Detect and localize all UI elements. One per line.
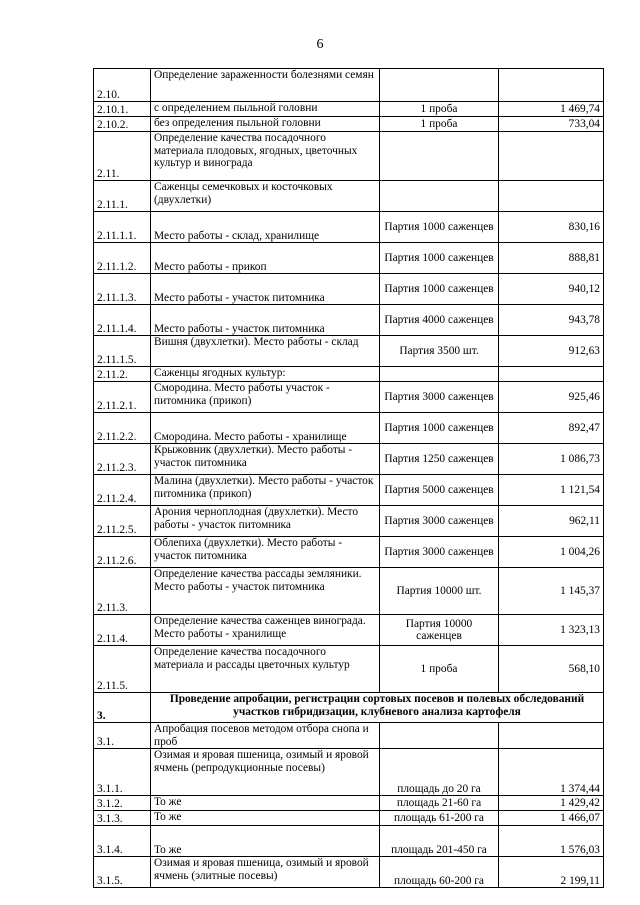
row-unit: Партия 1000 саженцев xyxy=(380,212,499,243)
row-code: 2.11.1.4. xyxy=(94,305,151,336)
row-price: 892,47 xyxy=(499,413,604,444)
row-name: То же xyxy=(151,796,380,811)
row-name: Место работы - склад, хранилище xyxy=(151,212,380,243)
table-row xyxy=(94,367,604,382)
row-unit: 1 проба xyxy=(380,646,499,693)
table-row xyxy=(94,444,604,475)
row-code: 2.10.2. xyxy=(94,117,151,132)
row-price: 1 086,73 xyxy=(499,444,604,475)
row-price: 943,78 xyxy=(499,305,604,336)
table-row xyxy=(94,181,604,212)
row-unit xyxy=(380,69,499,102)
row-unit: площадь 61-200 га xyxy=(380,811,499,826)
row-name: Малина (двухлетки). Место работы - участок питомника (прикоп) xyxy=(151,475,380,506)
row-price: 733,04 xyxy=(499,117,604,132)
row-unit xyxy=(380,367,499,382)
table-row xyxy=(94,615,604,646)
table-row xyxy=(94,646,604,693)
row-name: Место работы - участок питомника xyxy=(151,305,380,336)
row-unit: Партия 10000 шт. xyxy=(380,568,499,615)
row-name: Саженцы семечковых и косточковых (двухлетки) xyxy=(151,181,380,212)
row-price: 1 469,74 xyxy=(499,102,604,117)
row-unit xyxy=(380,132,499,181)
row-price: 962,11 xyxy=(499,506,604,537)
price-table-body xyxy=(94,69,604,888)
section-heading-row xyxy=(94,693,604,723)
row-code: 3.1. xyxy=(94,723,151,749)
row-unit: площадь 21-60 га xyxy=(380,796,499,811)
table-row xyxy=(94,117,604,132)
row-price: 888,81 xyxy=(499,243,604,274)
row-code: 2.11. xyxy=(94,132,151,181)
row-code: 2.11.2.5. xyxy=(94,506,151,537)
row-price: 1 576,03 xyxy=(499,826,604,857)
row-name: Определение качества посадочного материала плодовых, ягодных, цветочных культур и винограда xyxy=(151,132,380,181)
row-name: Определение зараженности болезнями семян xyxy=(151,69,380,102)
row-name: Место работы - прикоп xyxy=(151,243,380,274)
row-code: 3.1.2. xyxy=(94,796,151,811)
row-price xyxy=(499,723,604,749)
row-price xyxy=(499,69,604,102)
table-row xyxy=(94,274,604,305)
row-unit: площадь 201-450 га xyxy=(380,826,499,857)
row-name: без определения пыльной головни xyxy=(151,117,380,132)
row-price: 1 466,07 xyxy=(499,811,604,826)
row-code: 3.1.4. xyxy=(94,826,151,857)
row-name: Облепиха (двухлетки). Место работы - участок питомника xyxy=(151,537,380,568)
row-unit: Партия 3000 саженцев xyxy=(380,382,499,413)
row-price: 830,16 xyxy=(499,212,604,243)
table-row xyxy=(94,796,604,811)
row-unit: Партия 1000 саженцев xyxy=(380,413,499,444)
row-price: 568,10 xyxy=(499,646,604,693)
row-code: 2.11.1.1. xyxy=(94,212,151,243)
row-name: То же xyxy=(151,811,380,826)
row-code: 2.11.1.2. xyxy=(94,243,151,274)
row-code: 2.11.4. xyxy=(94,615,151,646)
row-code: 2.11.2.3. xyxy=(94,444,151,475)
row-unit: Партия 10000 саженцев xyxy=(380,615,499,646)
table-row xyxy=(94,382,604,413)
row-unit: площадь 60-200 га xyxy=(380,857,499,888)
row-price: 1 374,44 xyxy=(499,749,604,796)
row-name: То же xyxy=(151,826,380,857)
page-number: 6 xyxy=(316,37,324,52)
row-code: 2.10.1. xyxy=(94,102,151,117)
row-code: 2.11.1.3. xyxy=(94,274,151,305)
row-price: 2 199,11 xyxy=(499,857,604,888)
row-code: 2.11.3. xyxy=(94,568,151,615)
row-name: Место работы - участок питомника xyxy=(151,274,380,305)
price-table xyxy=(93,68,604,888)
row-unit: Партия 4000 саженцев xyxy=(380,305,499,336)
table-row xyxy=(94,413,604,444)
row-unit: Партия 1000 саженцев xyxy=(380,243,499,274)
row-unit: 1 проба xyxy=(380,117,499,132)
row-name: Смородина. Место работы - хранилище xyxy=(151,413,380,444)
section-code: 3. xyxy=(94,693,151,723)
table-row xyxy=(94,826,604,857)
row-unit: Партия 3000 саженцев xyxy=(380,537,499,568)
table-row xyxy=(94,506,604,537)
table-row xyxy=(94,336,604,367)
table-row xyxy=(94,749,604,796)
row-name: Определение качества посадочного материала и рассады цветочных культур xyxy=(151,646,380,693)
table-row xyxy=(94,243,604,274)
table-row xyxy=(94,102,604,117)
row-unit: Партия 1250 саженцев xyxy=(380,444,499,475)
row-price xyxy=(499,132,604,181)
row-price: 1 145,37 xyxy=(499,568,604,615)
row-name: Определение качества саженцев винограда. Место работы - хранилище xyxy=(151,615,380,646)
row-code: 2.11.2.1. xyxy=(94,382,151,413)
row-unit: Партия 1000 саженцев xyxy=(380,274,499,305)
table-row xyxy=(94,305,604,336)
row-name: Вишня (двухлетки). Место работы - склад xyxy=(151,336,380,367)
section-title: Проведение апробации, регистрации сортовых посевов и полевых обследований участков гибридизации, клубневого анализа картофеля xyxy=(151,693,604,723)
row-name: Апробация посевов методом отбора снопа и проб xyxy=(151,723,380,749)
row-unit xyxy=(380,181,499,212)
row-unit: Партия 5000 саженцев xyxy=(380,475,499,506)
row-price: 940,12 xyxy=(499,274,604,305)
row-name: Озимая и яровая пшеница, озимый и яровой ячмень (репродукционные посевы) xyxy=(151,749,380,796)
row-price: 925,46 xyxy=(499,382,604,413)
row-unit: площадь до 20 га xyxy=(380,749,499,796)
row-unit: 1 проба xyxy=(380,102,499,117)
row-name: Крыжовник (двухлетки). Место работы - участок питомника xyxy=(151,444,380,475)
row-name: Смородина. Место работы участок - питомника (прикоп) xyxy=(151,382,380,413)
row-code: 3.1.5. xyxy=(94,857,151,888)
row-code: 2.11.2.2. xyxy=(94,413,151,444)
row-code: 2.11.2. xyxy=(94,367,151,382)
row-price xyxy=(499,367,604,382)
table-row xyxy=(94,212,604,243)
row-code: 3.1.3. xyxy=(94,811,151,826)
row-code: 2.11.2.4. xyxy=(94,475,151,506)
table-row xyxy=(94,69,604,102)
row-name: с определением пыльной головни xyxy=(151,102,380,117)
row-price xyxy=(499,181,604,212)
table-row xyxy=(94,568,604,615)
row-name: Саженцы ягодных культур: xyxy=(151,367,380,382)
row-code: 2.11.1. xyxy=(94,181,151,212)
row-name: Озимая и яровая пшеница, озимый и яровой ячмень (элитные посевы) xyxy=(151,857,380,888)
row-name: Арония черноплодная (двухлетки). Место работы - участок питомника xyxy=(151,506,380,537)
table-row xyxy=(94,811,604,826)
row-unit xyxy=(380,723,499,749)
table-row xyxy=(94,475,604,506)
table-row xyxy=(94,857,604,888)
row-unit: Партия 3500 шт. xyxy=(380,336,499,367)
row-price: 1 004,26 xyxy=(499,537,604,568)
table-row xyxy=(94,537,604,568)
row-code: 2.11.1.5. xyxy=(94,336,151,367)
row-price: 1 121,54 xyxy=(499,475,604,506)
row-code: 2.11.2.6. xyxy=(94,537,151,568)
row-price: 1 323,13 xyxy=(499,615,604,646)
row-price: 1 429,42 xyxy=(499,796,604,811)
table-row xyxy=(94,723,604,749)
row-code: 2.10. xyxy=(94,69,151,102)
row-code: 2.11.5. xyxy=(94,646,151,693)
row-code: 3.1.1. xyxy=(94,749,151,796)
row-unit: Партия 3000 саженцев xyxy=(380,506,499,537)
row-name: Определение качества рассады земляники. Место работы - участок питомника xyxy=(151,568,380,615)
table-row xyxy=(94,132,604,181)
row-price: 912,63 xyxy=(499,336,604,367)
